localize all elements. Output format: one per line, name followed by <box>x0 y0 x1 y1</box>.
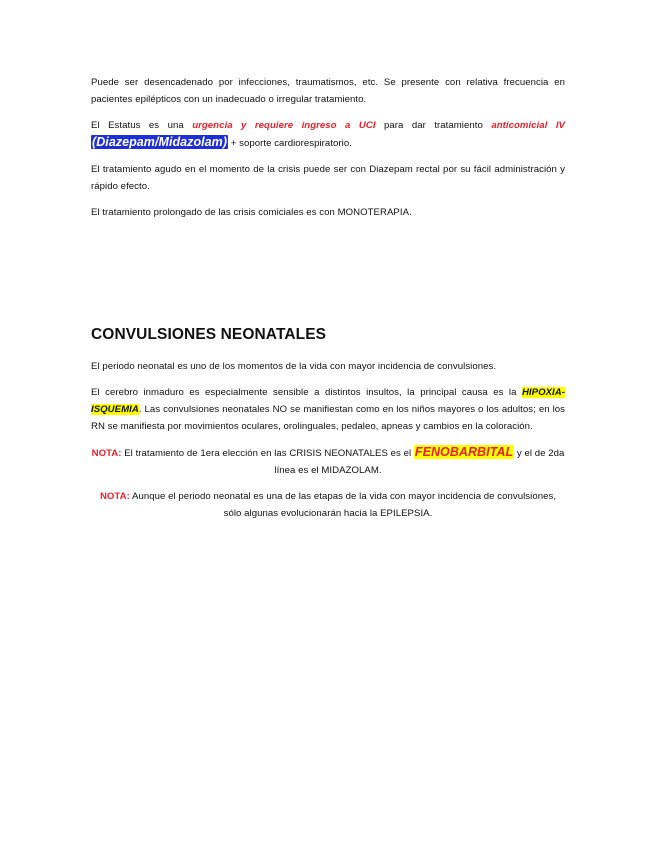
section-text: El cerebro inmaduro es especialmente sensible a distintos insultos, la principal causa es la <box>91 387 522 398</box>
section-title: CONVULSIONES NEONATALES <box>91 326 327 343</box>
intro-text: + soporte cardiorespiratorio. <box>228 138 352 149</box>
intro-paragraph-1: Puede ser desencadenado por infecciones, traumatismos, etc. Se presente con relativa frecuencia en pacientes epilépticos con un inadecuado o irregular tratamiento. <box>91 77 565 105</box>
drug-highlight: (Diazepam/Midazolam) <box>92 135 228 149</box>
section-text: . Las convulsiones neonatales NO se manifiestan como en los niños mayores o los adultos; en los RN se manifiesta por movimientos oculares, orolinguales, pedaleo, apneas y cambios en la coloración. <box>91 404 565 432</box>
note-1-text: El tratamiento de 1era elección en las CRISIS NEONATALES es el <box>121 448 414 459</box>
phenobarbital-highlight: FENOBARBITAL <box>414 445 514 459</box>
note-1 <box>91 444 565 479</box>
intro-text: El Estatus es una <box>91 120 193 131</box>
note-1-label: NOTA: <box>91 448 122 459</box>
spacer <box>91 230 565 326</box>
section-paragraph-1: El periodo neonatal es uno de los momentos de la vida con mayor incidencia de convulsiones. <box>91 361 497 372</box>
note-2-label: NOTA: <box>99 491 130 502</box>
note-2 <box>91 488 565 522</box>
anticonvulsant-emphasis: anticomicial IV <box>491 120 565 131</box>
document-body <box>91 74 565 531</box>
intro-paragraph-3: El tratamiento agudo en el momento de la crisis puede ser con Diazepam rectal por su fácil administración y rápido efecto. <box>91 164 565 192</box>
hypoxia-highlight: HIPOXIA-ISQUEMIA <box>91 387 565 415</box>
intro-text: para dar tratamiento <box>375 120 492 131</box>
urgency-emphasis: urgencia y requiere ingreso a UCI <box>192 120 376 131</box>
note-1-text: y el de 2da línea es el MIDAZOLAM. <box>274 448 565 476</box>
intro-paragraph-4: El tratamiento prolongado de las crisis comiciales es con MONOTERAPIA. <box>91 207 412 218</box>
intro-paragraph-2 <box>91 117 565 152</box>
note-2-text: Aunque el periodo neonatal es una de las etapas de la vida con mayor incidencia de convulsiones, sólo algunas evolucionarán hacia la EPILEPSIA. <box>129 491 557 519</box>
section-paragraph-2 <box>91 384 565 435</box>
